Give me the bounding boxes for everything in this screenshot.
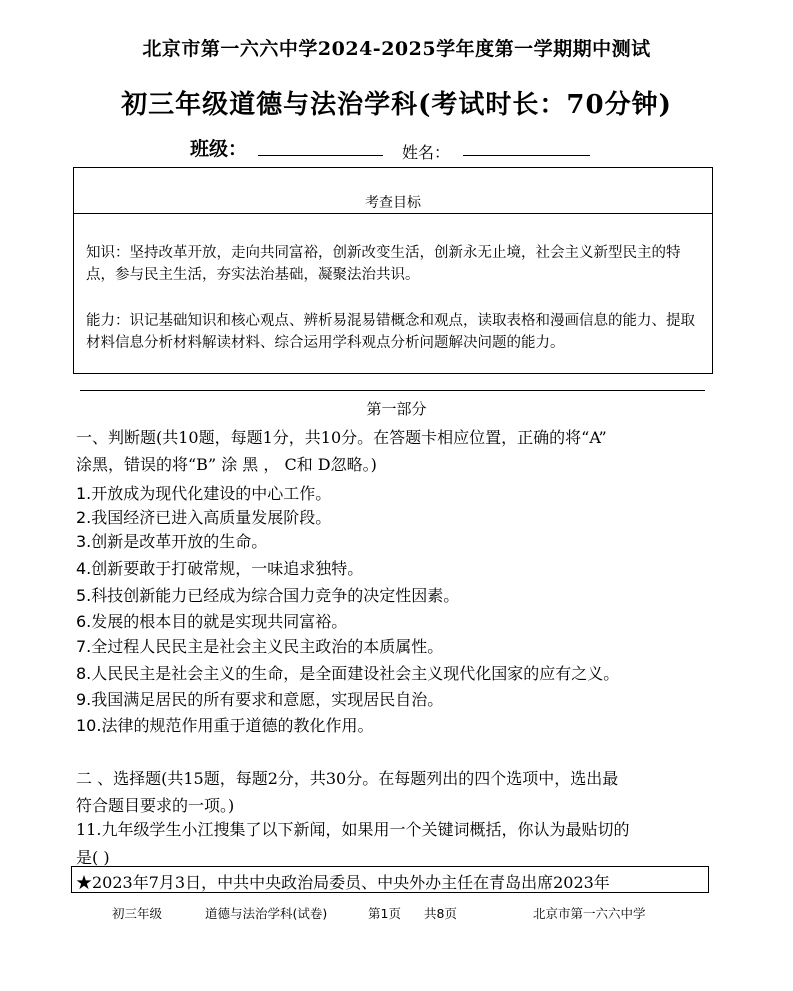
question-6: 6.发展的根本目的就是实现共同富裕。 <box>76 612 348 631</box>
question-4: 4.创新要敢于打破常规，一味追求独特。 <box>76 559 364 578</box>
footer-total: 共8页 <box>424 906 457 921</box>
question-10: 10.法律的规范作用重于道德的教化作用。 <box>76 716 374 735</box>
footer-subject: 道德与法治学科(试卷) <box>205 906 328 921</box>
goals-box <box>73 167 713 374</box>
question-7: 7.全过程人民民主是社会主义民主政治的本质属性。 <box>76 637 444 656</box>
part-divider <box>80 390 705 391</box>
section2-instructions-cont: 符合题目要求的一项。) <box>76 796 235 815</box>
name-blank <box>463 155 590 156</box>
name-label: 姓名： <box>402 143 451 162</box>
section2-instructions: 二 、选择题(共15题，每题2分，共30分。在每题列出的四个选项中，选出最 <box>76 769 619 788</box>
exam-title: 初三年级道德与法治学科(考试时长：70分钟) <box>121 90 672 120</box>
goals-title: 考查目标 <box>365 195 421 211</box>
goals-header <box>74 168 712 214</box>
school-title: 北京市第一六六中学2024-2025学年度第一学期期中测试 <box>142 38 651 60</box>
class-label: 班级： <box>190 138 248 160</box>
question-9: 9.我国满足居民的所有要求和意愿，实现居民自治。 <box>76 690 444 709</box>
news-text: ★2023年7月3日，中共中央政治局委员、中央外办主任在青岛出席2023年 <box>76 873 610 892</box>
goals-knowledge: 知识：坚持改革开放，走向共同富裕，创新改变生活，创新永无止境，社会主义新型民主的特点，参与民主生活，夯实法治基础，凝聚法治共识。 <box>86 245 681 283</box>
footer-grade: 初三年级 <box>112 906 163 921</box>
section1-instructions: 一、判断题(共10题，每题1分，共10分。在答题卡相应位置，正确的将“A” <box>76 428 607 447</box>
part-title: 第一部分 <box>366 400 427 418</box>
class-blank <box>258 155 383 156</box>
footer-school: 北京市第一六六中学 <box>533 906 646 921</box>
goals-ability: 能力：识记基础知识和核心观点、辨析易混易错概念和观点，读取表格和漫画信息的能力、提取材料信息分析材料解读材料、综合运用学科观点分析问题解决问题的能力。 <box>86 313 695 351</box>
news-box <box>71 866 709 893</box>
question-11: 11.九年级学生小江搜集了以下新闻，如果用一个关键词概括，你认为最贴切的 <box>76 820 630 839</box>
question-3: 3.创新是改革开放的生命。 <box>76 532 268 551</box>
question-5: 5.科技创新能力已经成为综合国力竞争的决定性因素。 <box>76 586 460 605</box>
question-8: 8.人民民主是社会主义的生命，是全面建设社会主义现代化国家的应有之义。 <box>76 664 620 683</box>
question-2: 2.我国经济已进入高质量发展阶段。 <box>76 508 332 527</box>
footer-page: 第1页 <box>368 906 401 921</box>
question-1: 1.开放成为现代化建设的中心工作。 <box>76 484 332 503</box>
question-11-answer-blank: 是( ) <box>76 848 110 867</box>
section1-instructions-cont: 涂黑，错误的将“B” 涂 黑 ， C和 D忽略。) <box>76 455 377 474</box>
